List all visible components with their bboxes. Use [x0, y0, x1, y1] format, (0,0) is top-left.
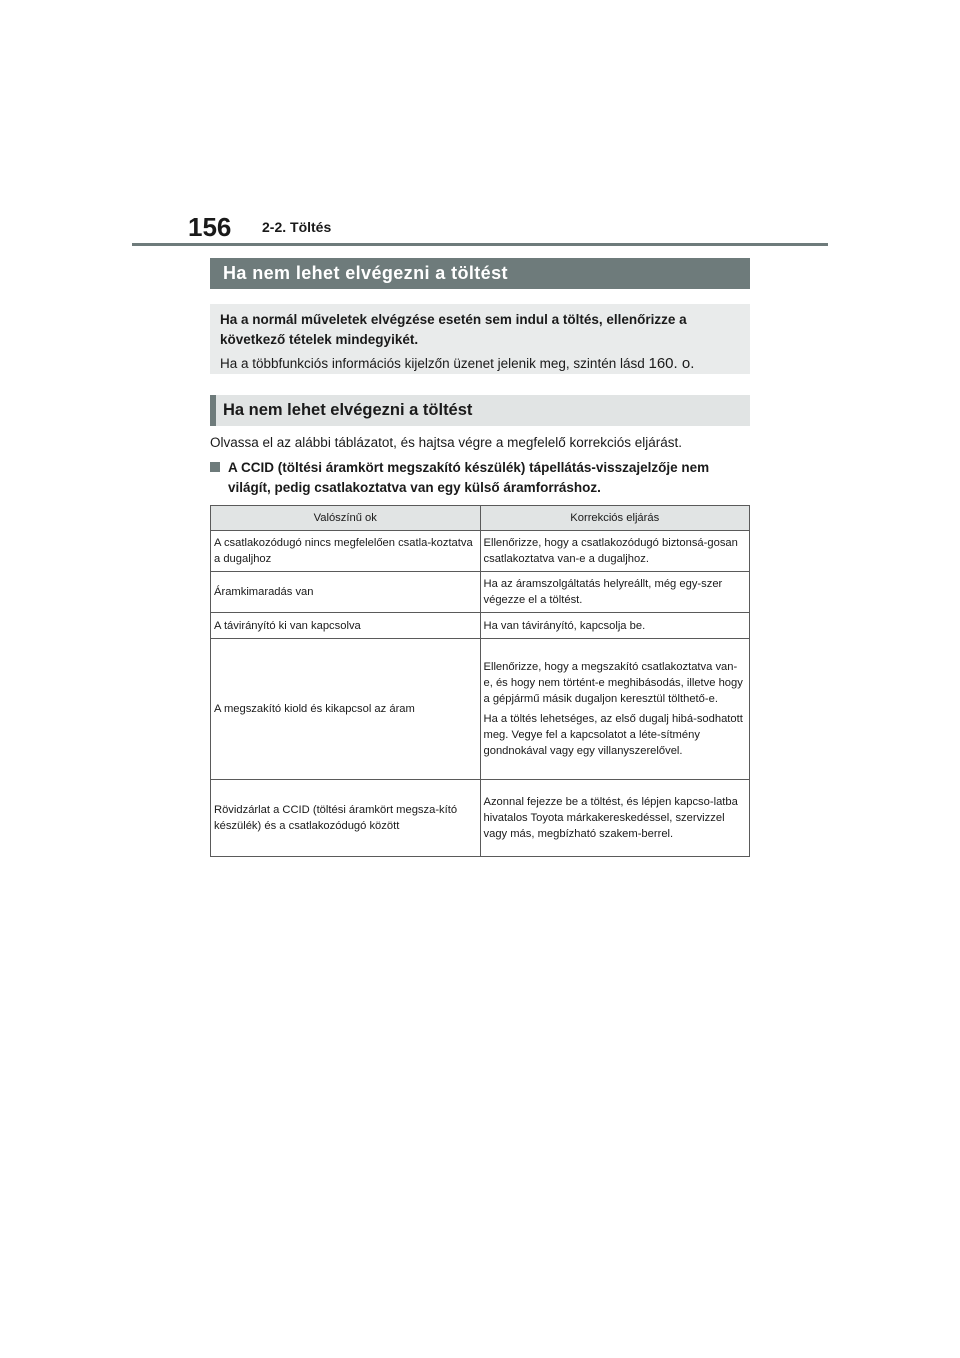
subheading-text: Ha nem lehet elvégezni a töltést — [223, 401, 473, 419]
cause-cell: Áramkimaradás van — [211, 572, 481, 613]
remedy-cell — [480, 639, 750, 780]
bullet-item — [210, 458, 750, 498]
table-row — [211, 613, 750, 639]
page-reference: 160. o. — [648, 355, 695, 372]
remedy-paragraph: Ellenőrizze, hogy a megszakító csatlakoztatva van-e, és hogy nem történt-e meghibásodás, illetve hogy a gépjármű másik dugaljon keresztül tölthető-e. — [483, 661, 743, 705]
cause-cell: Rövidzárlat a CCID (töltési áramkört megsza-kító készülék) és a csatlakozódugó között — [211, 780, 481, 857]
intro-normal-text — [220, 354, 740, 374]
bullet-square-icon — [210, 462, 220, 472]
cause-cell: A távirányító ki van kapcsolva — [211, 613, 481, 639]
cause-cell: A megszakító kiold és kikapcsol az áram — [211, 639, 481, 780]
section-label: 2-2. Töltés — [262, 219, 332, 235]
table-header-remedy: Korrekciós eljárás — [480, 506, 750, 531]
intro-bold-text: Ha a normál műveletek elvégzése esetén sem indul a töltés, ellenőrizze a következő tételek mindegyikét. — [220, 312, 687, 347]
body-text: Olvassa el az alábbi táblázatot, és hajtsa végre a megfelelő korrekciós eljárást. — [210, 435, 682, 450]
remedy-paragraph: Ellenőrizze, hogy a csatlakozódugó biztonsá-gosan csatlakoztatva van-e a dugaljhoz. — [483, 537, 738, 565]
remedy-cell — [480, 613, 750, 639]
table-header-cause: Valószínű ok — [211, 506, 481, 531]
table-row — [211, 780, 750, 857]
cause-cell: A csatlakozódugó nincs megfelelően csatla-koztatva a dugaljhoz — [211, 531, 481, 572]
table-row — [211, 572, 750, 613]
title-band-text: Ha nem lehet elvégezni a töltést — [223, 263, 508, 283]
table-header-row — [211, 506, 750, 531]
remedy-cell — [480, 572, 750, 613]
table-row — [211, 531, 750, 572]
remedy-paragraph: Ha az áramszolgáltatás helyreállt, még egy-szer végezze el a töltést. — [483, 578, 723, 606]
causes-table — [210, 505, 750, 857]
page-number: 156 — [188, 212, 232, 242]
remedy-cell — [480, 531, 750, 572]
intro-box — [210, 304, 750, 374]
remedy-paragraph: Azonnal fejezze be a töltést, és lépjen kapcso-latba hivatalos Toyota márkakereskedéssel, szervizzel vagy más, megbízható szakem-berrel. — [483, 796, 738, 840]
header-rule — [132, 243, 828, 246]
remedy-cell — [480, 780, 750, 857]
intro-normal-span: Ha a többfunkciós információs kijelzőn üzenet jelenik meg, szintén lásd — [220, 356, 649, 371]
table-row — [211, 639, 750, 780]
subheading — [210, 395, 750, 426]
bullet-text: A CCID (töltési áramkört megszakító készülék) tápellátás-visszajelzője nem világít, pedig csatlakoztatva van egy külső áramforráshoz. — [228, 460, 710, 495]
title-band — [210, 258, 750, 289]
remedy-paragraph: Ha van távirányító, kapcsolja be. — [483, 619, 646, 632]
remedy-paragraph: Ha a töltés lehetséges, az első dugalj hibá-sodhatott meg. Vegye fel a kapcsolatot a léte-sítmény gondnokával vagy egy villanyszerelővel. — [483, 713, 743, 757]
